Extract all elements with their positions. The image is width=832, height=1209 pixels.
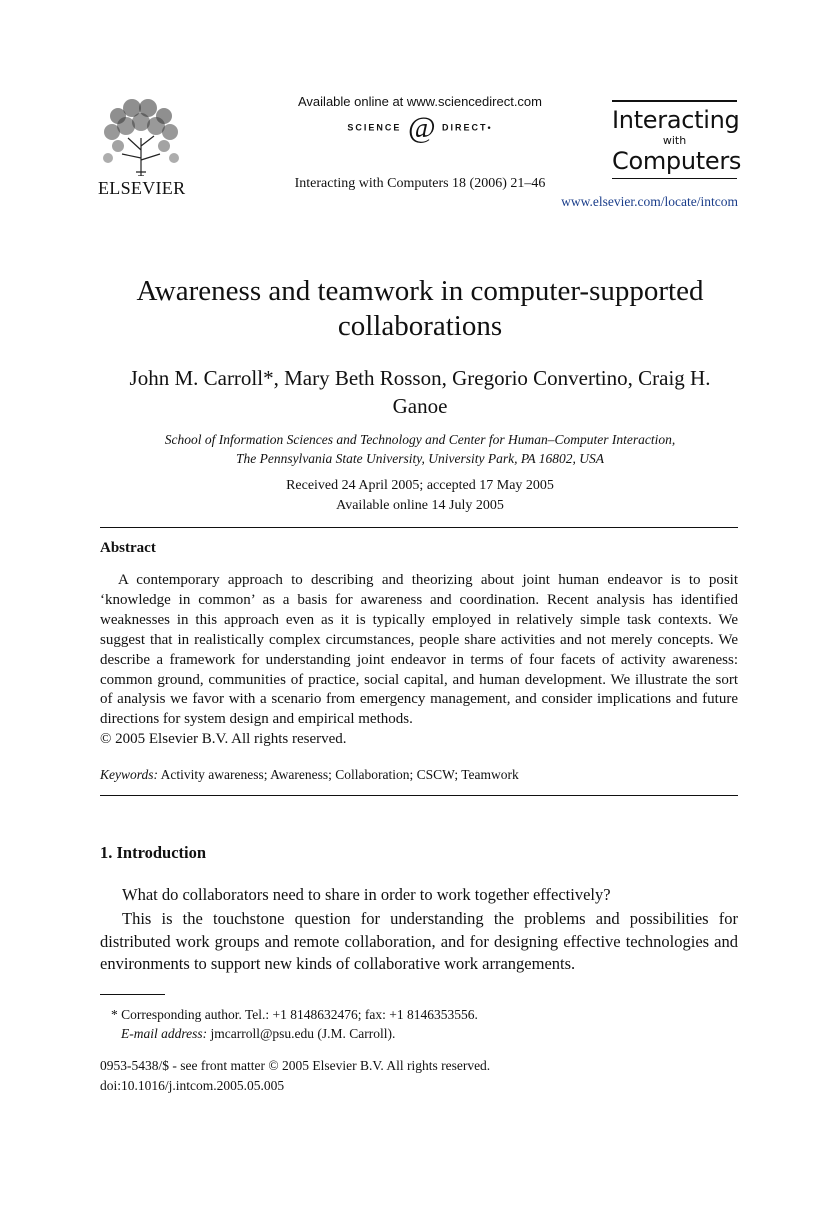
journal-logo-line2: with (662, 134, 687, 147)
email-address-link[interactable]: jmcarroll@psu.edu (J.M. Carroll). (210, 1026, 396, 1041)
sciencedirect-left: SCIENCE (347, 122, 402, 133)
journal-logo-line3: Computers (612, 147, 742, 175)
copyright-notice: © 2005 Elsevier B.V. All rights reserved. (100, 731, 347, 747)
email-footnote (121, 1026, 395, 1042)
intro-question: What do collaborators need to share in order to work together effectively? (122, 885, 611, 904)
available-online: Available online at www.sciencedirect.com (298, 94, 542, 109)
doi-link[interactable]: doi:10.1016/j.intcom.2005.05.005 (100, 1078, 285, 1093)
keywords-list: Activity awareness; Awareness; Collaboration; CSCW; Teamwork (160, 767, 519, 782)
sciencedirect-right: DIRECT• (442, 122, 493, 133)
author-list: John M. Carroll*, Mary Beth Rosson, Gregorio Convertino, Craig H. Ganoe (129, 366, 711, 418)
journal-url-link[interactable]: www.elsevier.com/locate/intcom (561, 194, 738, 209)
affiliation (100, 430, 740, 468)
received-date: Received 24 April 2005; accepted 17 May 2005 (286, 478, 554, 493)
divider-top (100, 527, 738, 528)
journal-logo-line1: Interacting (612, 106, 740, 134)
available-date: Available online 14 July 2005 (336, 498, 504, 513)
footnote-rule (100, 994, 165, 995)
issn-line: 0953-5438/$ - see front matter © 2005 Elsevier B.V. All rights reserved. (100, 1058, 491, 1073)
elsevier-tree-icon (98, 98, 184, 176)
affiliation-line1: School of Information Sciences and Technology and Center for Human–Computer Interaction, (164, 432, 676, 447)
article-dates (100, 476, 740, 516)
journal-reference: Interacting with Computers 18 (2006) 21–46 (294, 176, 546, 191)
keywords-label: Keywords: (100, 767, 158, 782)
sciencedirect-logo (230, 111, 610, 144)
corresponding-author-footnote: * Corresponding author. Tel.: +1 8148632476; fax: +1 8146353556. (111, 1007, 478, 1022)
abstract-heading: Abstract (100, 540, 156, 556)
section-heading-introduction: 1. Introduction (100, 843, 207, 862)
publisher-name: ELSEVIER (98, 178, 186, 198)
front-matter (100, 1056, 490, 1096)
abstract-text: A contemporary approach to describing and theorizing about joint human endeavor is to posit ‘knowledge in common’ as a basis for awareness and coordination. Recent analysis has identified weaknesses in this approach even as it is typically employed in relatively simple task contexts. We suggest that in realistically complex circumstances, people share activities and not merely concepts. We describe a framework for understanding joint endeavor in terms of four facets of activity awareness: common ground, communities of practice, social capital, and human development. We illustrate the sort of analysis we favor with a scenario from emergency management, and consider implications and future directions for system design and empirical methods. (100, 572, 738, 728)
keywords (100, 767, 519, 783)
elsevier-logo (98, 98, 184, 199)
journal-logo (612, 100, 742, 179)
divider-bottom (100, 795, 738, 796)
sciencedirect-at-icon: @ (407, 111, 436, 144)
intro-paragraph: This is the touchstone question for understanding the problems and possibilities for distributed work groups and remote collaboration, and for designing effective technologies and environments to support new kinds of collaborative work arrangements. (100, 909, 738, 973)
email-label: E-mail address: (121, 1026, 208, 1041)
article-title: Awareness and teamwork in computer-supported collaborations (136, 275, 704, 342)
affiliation-line2: The Pennsylvania State University, University Park, PA 16802, USA (235, 451, 605, 466)
